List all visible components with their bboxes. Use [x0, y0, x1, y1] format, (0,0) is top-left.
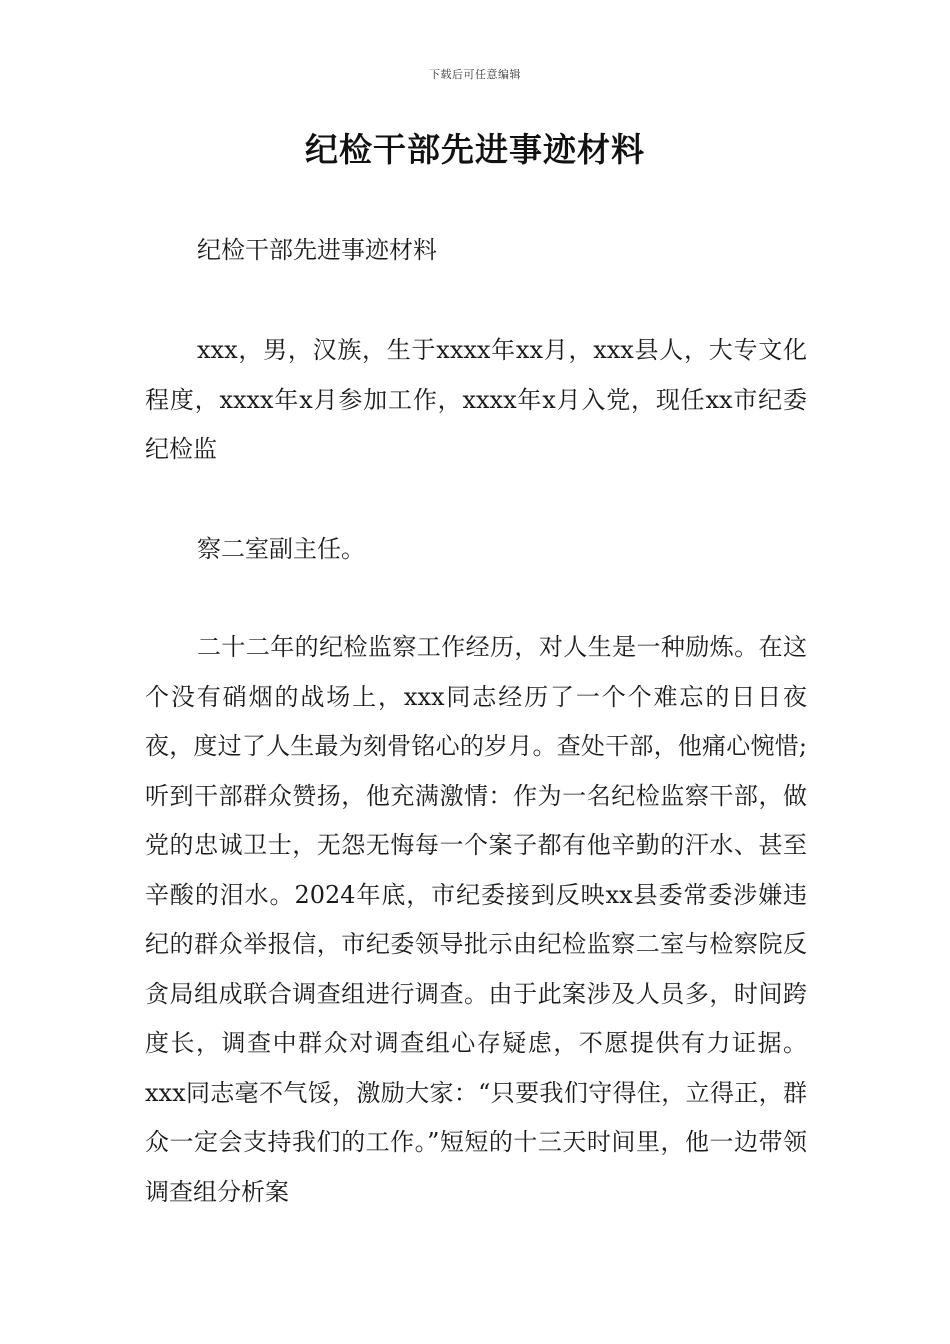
- paragraph-main: 二十二年的纪检监察工作经历，对人生是一种励炼。在这个没有硝烟的战场上，xxx同志经历了一个个难忘的日日夜夜，度过了人生最为刻骨铭心的岁月。查处干部，他痛心惋惜;听到干部群众赞扬，他充满激情：作为一名纪检监察干部，做党的忠诚卫士，无怨无悔每一个案子都有他辛勤的汗水、甚至辛酸的泪水。2024年底，市纪委接到反映xx县委常委涉嫌违纪的群众举报信，市纪委领导批示由纪检监察二室与检察院反贪局组成联合调查组进行调查。由于此案涉及人员多，时间跨度长，调查中群众对调查组心存疑虑，不愿提供有力证据。xxx同志毫不气馁，激励大家：“只要我们守得住，立得正，群众一定会支持我们的工作。”短短的十三天时间里，他一边带领调查组分析案: [145, 633, 807, 1206]
- document-subtitle: 纪检干部先进事迹材料: [197, 236, 437, 264]
- paragraph-intro: xxx，男，汉族，生于xxxx年xx月，xxx县人，大专文化程度，xxxx年x月参加工作，xxxx年x月入党，现任xx市纪委纪检监: [145, 336, 807, 463]
- header-note: 下载后可任意编辑: [429, 68, 521, 81]
- paragraph-intro-continued: 察二室副主任。: [197, 535, 365, 563]
- document-title: 纪检干部先进事迹材料: [305, 130, 645, 169]
